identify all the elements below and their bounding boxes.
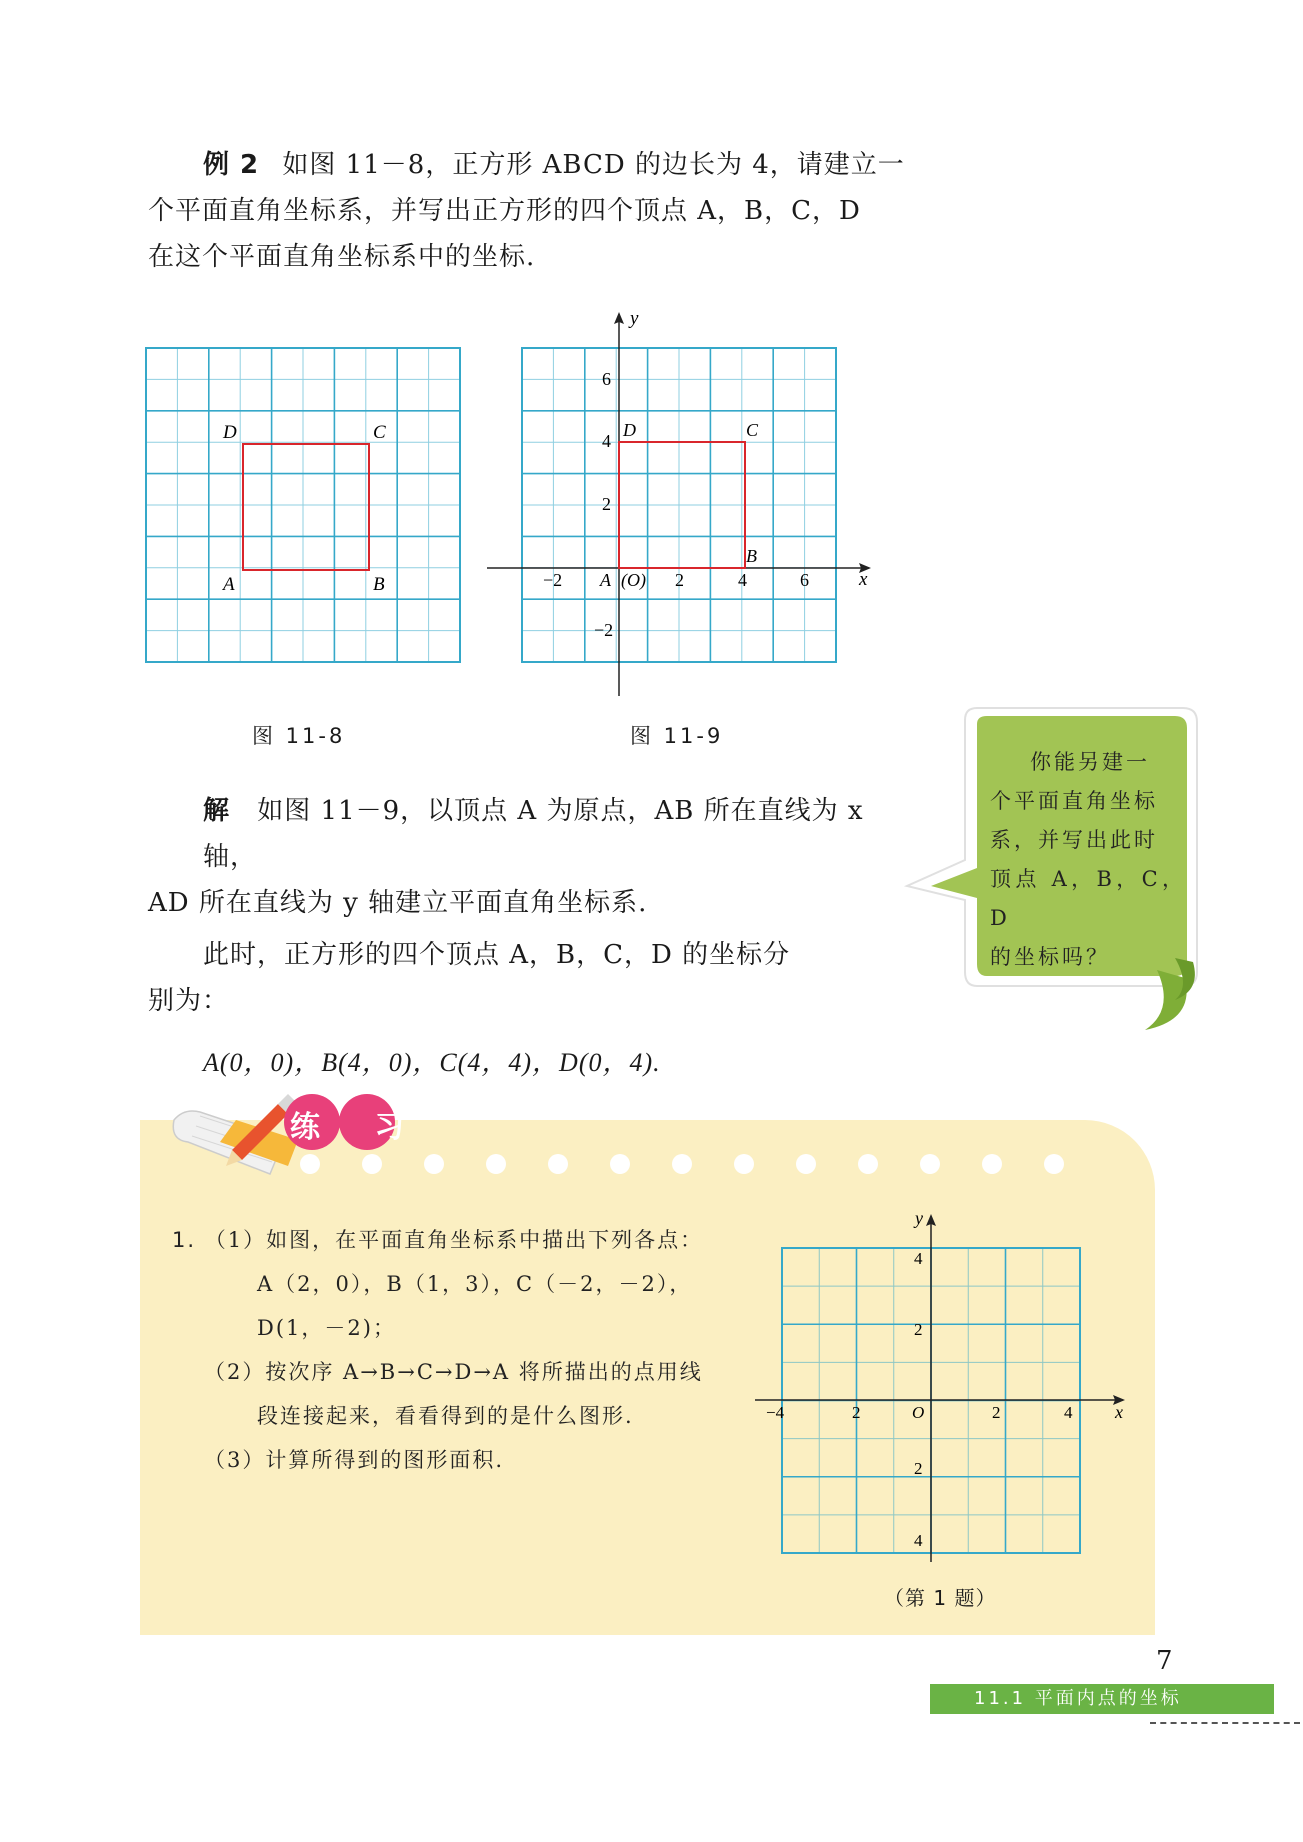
x-tick-neg2: −2 (543, 570, 563, 590)
dot (548, 1154, 568, 1174)
dot (1044, 1154, 1064, 1174)
practice-y-tick-2: 2 (914, 1320, 923, 1339)
practice-grid-figure (755, 1200, 1135, 1570)
practice-y-label: y (915, 1208, 923, 1228)
square-abcd (243, 444, 369, 570)
figure-11-8-caption: 图 11-8 (252, 724, 346, 748)
figure-11-9-caption: 图 11-9 (630, 724, 724, 748)
dot (424, 1154, 444, 1174)
example-line-3: 在这个平面直角坐标系中的坐标. (148, 242, 536, 272)
q2-line-2: 段连接起来，看看得到的是什么图形. (257, 1404, 634, 1428)
bubble-line-1: 你能另建一 (1030, 750, 1150, 774)
pencil-paper-icon (173, 1094, 298, 1174)
figure-11-9 (487, 300, 887, 705)
dot (858, 1154, 878, 1174)
practice-x-tick-neg4: −4 (766, 1403, 785, 1422)
bubble-line-2: 个平面直角坐标 (990, 789, 1158, 813)
practice-x-label: x (1115, 1402, 1123, 1422)
bubble-line-3: 系，并写出此时 (990, 828, 1158, 852)
solution-answer: A(0，0)，B(4，0)，C(4，4)，D(0，4). (203, 1048, 661, 1077)
y-tick-neg2: −2 (594, 620, 614, 640)
dot (610, 1154, 630, 1174)
bubble-line-4: 顶点 A，B，C，D (990, 867, 1186, 930)
practice-questions (172, 1218, 772, 1482)
y-tick-4: 4 (602, 431, 611, 451)
q2-line-1: （2）按次序 A→B→C→D→A 将所描出的点用线 (204, 1360, 703, 1384)
x-tick-4: 4 (738, 570, 747, 590)
label-c: C (373, 422, 386, 443)
section-footer-bar: 11.1 平面内点的坐标 (930, 1684, 1274, 1714)
decorative-dots (300, 1154, 1080, 1178)
x-tick-2: 2 (675, 570, 684, 590)
x-tick-6: 6 (800, 570, 809, 590)
dot (982, 1154, 1002, 1174)
label-b: B (373, 574, 385, 595)
y-tick-2: 2 (602, 494, 611, 514)
label-d: D (223, 422, 237, 443)
y-axis-label: y (630, 308, 639, 329)
q3: （3）计算所得到的图形面积. (204, 1448, 505, 1472)
solution-line-3: 此时，正方形的四个顶点 A，B，C，D 的坐标分 (203, 940, 791, 970)
solution-line-4: 别为： (148, 986, 230, 1016)
dot (362, 1154, 382, 1174)
label-a: A (223, 574, 235, 595)
example-label: 例 2 (203, 150, 260, 180)
dot (672, 1154, 692, 1174)
practice-figure-caption: （第 1 题） (884, 1586, 997, 1610)
dot (796, 1154, 816, 1174)
q1-line-2: A（2，0），B（1，3），C（－2，－2）， (257, 1272, 693, 1296)
figure-11-8 (140, 340, 470, 670)
dot (734, 1154, 754, 1174)
dot (920, 1154, 940, 1174)
q1-line-1: （1）如图，在平面直角坐标系中描出下列各点： (204, 1228, 704, 1252)
practice-y-tick-4: 4 (914, 1249, 923, 1268)
practice-y-tick-neg2: 2 (914, 1459, 923, 1478)
point-label-c: C (746, 420, 759, 440)
practice-y-tick-neg4: 4 (914, 1531, 923, 1550)
figure-11-8-grid (146, 348, 460, 662)
figure-11-9-grid (522, 348, 836, 662)
practice-x-tick-2: 2 (992, 1403, 1001, 1422)
solution-line-1: 如图 11－9，以顶点 A 为原点，AB 所在直线为 x 轴， (203, 796, 864, 872)
example-line-1: 如图 11－8，正方形 ABCD 的边长为 4，请建立一 (282, 150, 905, 180)
page-number: 7 (1156, 1646, 1173, 1676)
point-label-d: D (623, 420, 636, 440)
y-tick-6: 6 (602, 369, 611, 389)
practice-origin-label: O (912, 1403, 925, 1422)
point-label-o: (O) (621, 570, 646, 590)
footer-dashed-line (1150, 1722, 1300, 1724)
solution-line-2: AD 所在直线为 y 轴建立平面直角坐标系. (148, 888, 648, 918)
practice-x-tick-neg2: 2 (852, 1403, 861, 1422)
q1-line-3: D(1，－2)； (257, 1316, 396, 1340)
practice-title: 练 习 (290, 1110, 427, 1145)
point-label-a: A (600, 570, 611, 590)
dot (486, 1154, 506, 1174)
solution-label: 解 (203, 796, 231, 826)
solution-text (148, 788, 908, 1086)
example-2-text (148, 142, 908, 280)
bubble-text (990, 743, 1186, 977)
item-number: 1. (172, 1228, 197, 1252)
point-label-b: B (746, 546, 757, 566)
example-line-2: 个平面直角坐标系，并写出正方形的四个顶点 A，B，C，D (148, 196, 861, 226)
x-axis-label: x (859, 569, 868, 590)
practice-x-tick-4: 4 (1064, 1403, 1073, 1422)
dot (300, 1154, 320, 1174)
bubble-line-5: 的坐标吗？ (990, 945, 1110, 969)
